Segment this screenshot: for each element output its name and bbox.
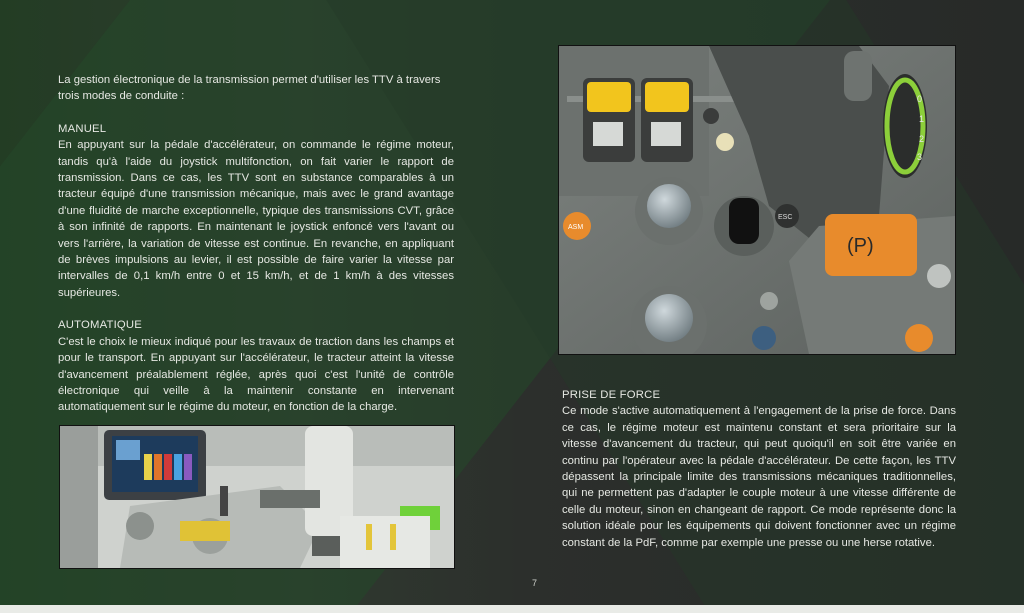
page-bottom-edge <box>0 605 1024 613</box>
black-control-knob <box>729 198 759 244</box>
left-text-column <box>58 72 454 416</box>
parking-symbol: (P) <box>847 235 874 257</box>
esc-label: ESC <box>778 214 793 221</box>
cab-interior-photo <box>59 425 455 569</box>
dial-number-3: 3 <box>917 152 923 162</box>
asm-label: ASM <box>568 224 584 231</box>
rotary-knob-bottom <box>645 294 693 342</box>
dial-number-1: 1 <box>919 114 925 124</box>
dial-number-0: 0 <box>917 94 923 104</box>
page-number: 7 <box>532 578 538 588</box>
dial-number-2: 2 <box>919 134 925 144</box>
console-photo <box>558 45 956 355</box>
automatique-heading: AUTOMATIQUE <box>58 319 143 332</box>
automatique-paragraph: C'est le choix le mieux indiqué pour les travaux de traction dans les champs et pour le transport. En appuyant sur l'accélérateur, le tracteur atteint la vitesse d'avancement préalablement réglée, après quoi c'est l'unité de contrôle électronique qui veille à la maintenir constante en intervenant automatiquement sur le régime du moteur, en fonction de la charge. <box>58 335 454 414</box>
cab-illustration <box>60 426 454 568</box>
terminal-monitor <box>104 430 206 500</box>
manuel-heading: MANUEL <box>58 122 107 135</box>
manuel-paragraph: En appuyant sur la pédale d'accélérateur, on commande le régime moteur, tandis qu'à l'aide du joystick multifonction, on fait varier le rapport de transmission. Dans ce cas, les TTV sont en substance comparables à un tracteur équipé d'une transmission mécanique, mais avec le grand avantage d'une fluidité de marche exceptionnelle, typique des transmissions CVT, grâce à son infinité de rapports. En maintenant le joystick enfoncé vers l'avant ou vers l'arrière, la variation de vitesse est continue. En revanche, en appliquant de brèves impulsions au levier, il est possible de faire varier la vitesse par intervalles de 0,1 km/h entre 0 et 15 km/h, et de 1 km/h à des vitesses supérieures. <box>58 139 454 299</box>
yellow-button-right <box>641 78 693 162</box>
prise-de-force-paragraph: Ce mode s'active automatiquement à l'engagement de la prise de force. Dans ce cas, le régime moteur est maintenu constant et sera prioritaire sur la vitesse d'avancement du tracteur, qui peut quoiqu'il en soit être variée en continu par l'opérateur avec la pédale d'accélérateur. De cette façon, les TTV dépassent la principale limite des transmissions mécaniques traditionnelles, qui ne permettent pas d'adapter le couple moteur à une vitesse différente de celle du moteur, sinon en changeant de rapport. Ce mode représente donc la solution idéale pour les équipements qui doivent fonctionner avec un régime constant de la PdF, comme par exemple une presse ou une herse rotative. <box>562 405 956 549</box>
right-text-column <box>562 387 956 551</box>
prise-de-force-heading: PRISE DE FORCE <box>562 389 661 401</box>
intro-paragraph: La gestion électronique de la transmission permet d'utiliser les TTV à travers trois modes de conduite : <box>58 74 441 103</box>
speed-dial <box>883 74 927 178</box>
console-illustration <box>559 46 955 354</box>
rotary-knob-top <box>647 184 691 228</box>
yellow-button-left <box>583 78 635 162</box>
